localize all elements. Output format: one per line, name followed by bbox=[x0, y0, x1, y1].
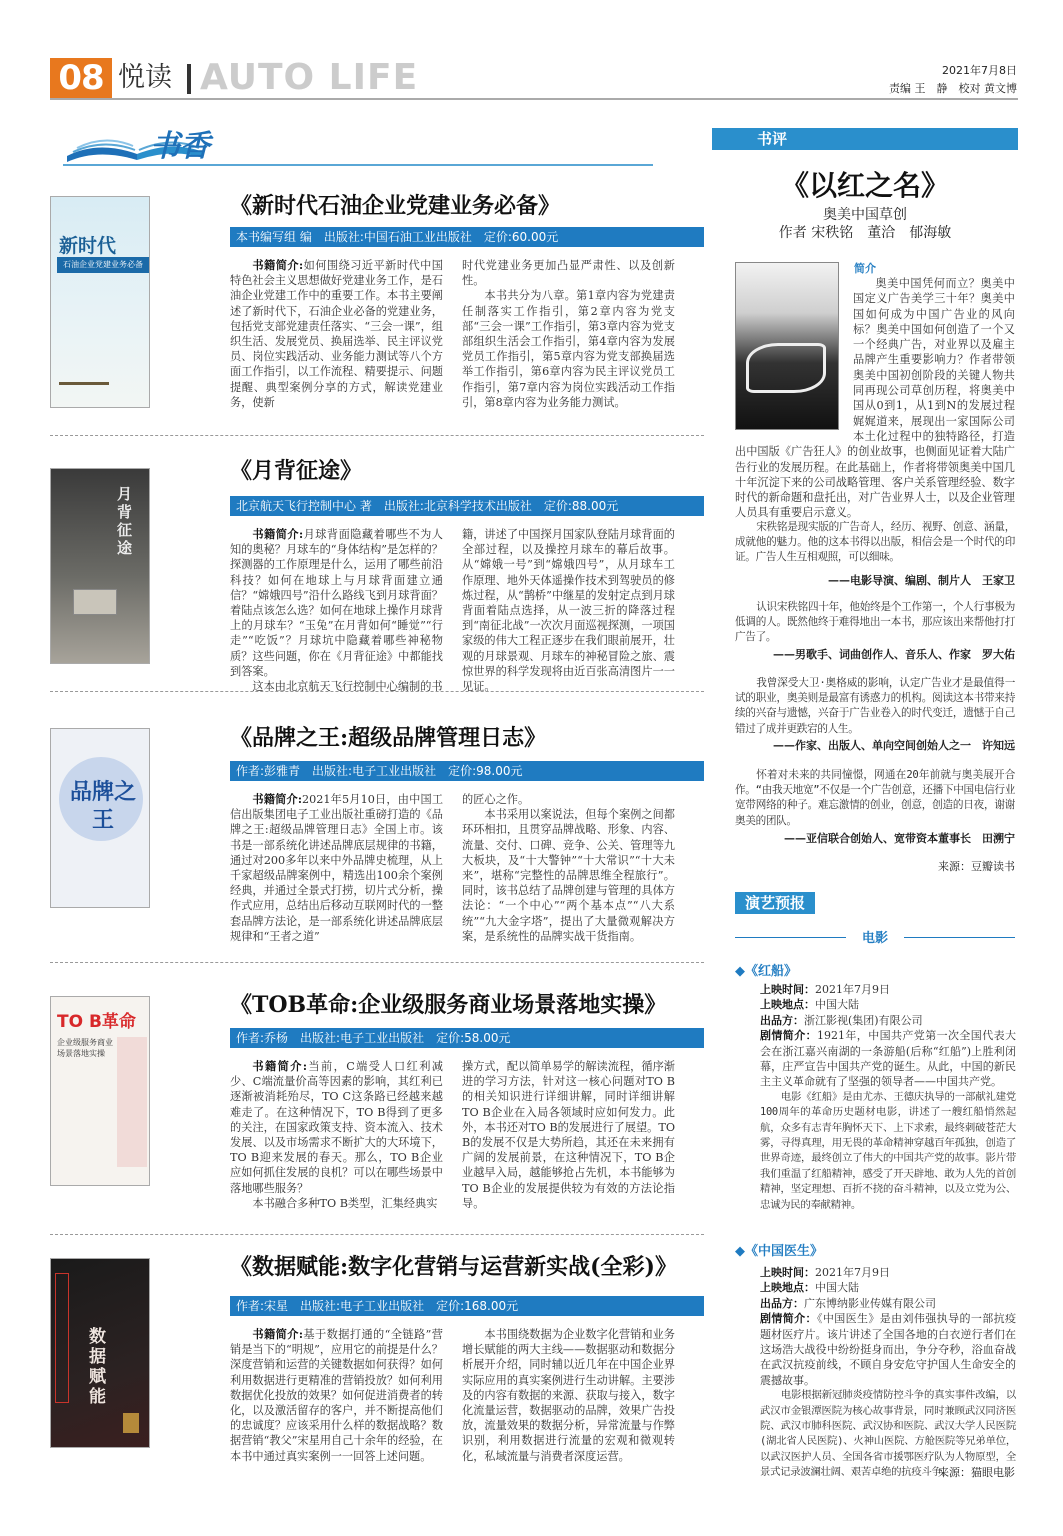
review-authors: 作者 宋秩铭 董洽 郁海敏 bbox=[778, 225, 952, 241]
cover-decoration bbox=[117, 1037, 147, 1167]
book-intro-4-col2: 操方式，配以简单易学的解读流程，循序渐进的学习方法，针对这一核心问题对TO B的相关知识进行详细讲解，同时详细讲解TO B企业在入局各领域时应如何发力。此外，本书还对TO B的发展进行了展望。TO B的发展不仅是大势所趋，其还在未来拥有广阔的发展前景，在这种情况下，TO B企业越早入局，越能够抢占先机，本书能够为TO B企业的发展提供较为有效的方法论指导。 bbox=[462, 1060, 675, 1210]
review-quote-4-signature: ——亚信联合创始人、宽带资本董事长 田溯宁 bbox=[784, 832, 1015, 845]
movie-2-name: ◆《中国医生》 bbox=[735, 1244, 823, 1259]
book-intro-1-col1: 书籍简介:如何围绕习近平新时代中国特色社会主义思想做好党建业务工作，是石油企业党建工作中的重要工作。本书主要阐述了新时代下，石油企业必备的党建业务，包括党支部党建责任落实、“三会一课”，组织生活、发展党员、换届选举、民主评议党员、岗位实践活动、业务能力测试等八个方面工作指引，以工作流程、精要提示、问题提醒、典型案例分享的方式，解读党建业务，使新 bbox=[230, 258, 443, 409]
review-subtitle: 奥美中国草创 bbox=[823, 207, 907, 223]
book-meta-4: 作者:乔杨 出版社:电子工业出版社 定价:58.00元 bbox=[230, 1028, 704, 1048]
section-name: 悦读 bbox=[118, 62, 172, 93]
book-intro-3-col2: 的匠心之作。 本书采用以案说法，但每个案例之间都环环相扣，且贯穿品牌战略、形象、内容、流量、交付、口碑、竞争、公关、管理等九大板块，及“十大警钟”“十大常识”“十大未来”，堪称“完整性的品牌思维全程旅行”。同时，该书总结了品牌创建与管理的具体方法论：“一个中心”“两个基本点”“八大系统”“九大金字塔”，提出了大量微观解决方案，是系统性的品牌实战干货指南。 bbox=[462, 793, 675, 943]
book-title-4: 《TOB革命:企业级服务商业场景落地实操》 bbox=[230, 992, 667, 1018]
cover-float-spacer bbox=[735, 276, 853, 430]
book-meta-3: 作者:彭雅青 出版社:电子工业出版社 定价:98.00元 bbox=[230, 761, 704, 781]
book-cover-5 bbox=[50, 1258, 150, 1448]
movie-1-details: 上映时间：2021年7月9日 上映地点：中国大陆 出品方：浙江影视(集团)有限公司 剧情简介：1921年，中国共产党第一次全国代表大会在浙江嘉兴南湖的一条游船(后称“红船”)上胜利闭幕，庄严宣告中国共产党的诞生。从此，中国的新民主主义革命就有了坚强的领导者——中国共产党。 电影《红船》是由尤赤、王德庆执导的一部献礼建党100周年的革命历史题材电影，讲述了一艘红船悄然起航，众多有志青年胸怀天下、上下求索，最终刺破苍茫大雾，寻得真理，用无畏的革命精神穿越百年孤独，创造了世界奇迹，最终创立了伟大的中国共产党的故事。影片带我们重温了红船精神，感受了开天辟地、敢为人先的首创精神，坚定理想、百折不挠的奋斗精神，以及立党为公、忠诚为民的奉献精神。 bbox=[760, 983, 1016, 1211]
movie-1-name: ◆《红船》 bbox=[735, 964, 797, 979]
book-meta-2: 北京航天飞行控制中心 著 出版社:北京科学技术出版社 定价:88.00元 bbox=[230, 496, 704, 516]
book-intro-2-col1: 书籍简介:月球背面隐藏着哪些不为人知的奥秘？月球车的“身体结构”是怎样的？探测器的工作原理是什么，运用了哪些前沿科技？如何在地球上与月球背面建立通信？“嫦娥四号”沿什么路线飞到月球背面？着陆点该怎么选？如何在地球上操作月球背上的月球车？“玉兔”在月背如何“睡觉”“行走”“吃饭”？月球坑中隐藏着哪些神秘物质？这些问题，你在《月背征途》中都能找到答案。 这本由北京航天飞行控制中心编制的书 bbox=[230, 527, 443, 694]
book-intro-5-col2: 本书围绕数据为企业数字化营销和业务增长赋能的两大主线——数据驱动和数据分析展开介绍，同时辅以近几年在中国企业界实际应用的真实案例进行生动讲解。主要涉及的内容有数据的来源、获取与接入，数字化流量运营，数据驱动的品牌，效果广告投放，流量效果的数据分析，异常流量与作弊识别，利用数据进行流量的宏观和微观转化，私域流量与消费者深度运营。 bbox=[462, 1328, 675, 1463]
book-cover-4-title: TO B革命 bbox=[57, 1012, 136, 1032]
section-separator bbox=[50, 962, 704, 963]
book-intro-1-col2: 时代党建业务更加凸显严肃性、以及创新性。 本书共分为八章。第1章内容为党建责任制落实工作指引，第2章内容为党支部“三会一课”工作指引，第3章内容为党支部组织生活会工作指引，第4章内容为发展党员工作指引，第5章内容为党支部换届选举工作指引，第6章内容为民主评议党员工作指引，第7章内容为岗位实践活动工作指引，第8章内容为业务能力测试。 bbox=[462, 259, 675, 409]
cover-decoration bbox=[55, 1273, 69, 1403]
book-cover-4 bbox=[50, 996, 150, 1186]
review-quote-4: 怀着对未来的共同憧憬，网通在20年前就与奥美展开合作。“由我天地宽”不仅是一个广告创意，还播下中国电信行业宽带网络的种子。难忘激情的创业，创意，创造的日夜，谢谢奥美的团队。 bbox=[735, 769, 1015, 827]
review-title: 《以红之名》 bbox=[780, 169, 949, 202]
lunar-rover-image bbox=[73, 589, 117, 615]
issue-date: 2021年7月8日 bbox=[942, 64, 1017, 77]
section-separator bbox=[50, 1234, 704, 1235]
book-intro-5-col1: 书籍简介:基于数据打通的“全链路”营销是当下的“明规”，应用它的前提是什么？深度营销和运营的关键数据如何获得？如何利用数据进行更精准的营销投放？如何利用数据优化投放的效果？如何促进消费者的转化，以及激活留存的客户，并不断提高他们的忠诚度？应该采用什么样的数据战略？数据营销“教父”宋星用自己十余年的经验，在本书中通过真实案例一一回答上述问题。 bbox=[230, 1327, 443, 1463]
cover-badge bbox=[123, 1413, 139, 1433]
book-title-1: 《新时代石油企业党建业务必备》 bbox=[230, 193, 561, 219]
section-separator bbox=[50, 691, 704, 692]
book-intro-2-col2: 籍，讲述了中国探月国家队登陆月球背面的全部过程，以及操控月球车的幕后故事。从“嫦娥一号”到“嫦娥四号”，从月球车工作原理、地外天体遥操作技术到驾驶员的修炼过程，从“鹊桥”中继星的发射定点到月球背面着陆点选择，从一波三折的降落过程到“南征北战”一次次月面巡视探测，一项国家级的伟大工程正逐步在我们眼前展开，壮观的月球景观、月球车的神秘冒险之旅、震惊世界的科学发现将由近百张高清图片一一见证。 bbox=[462, 528, 675, 694]
editors-credit: 责编 王 静 校对 黄文博 bbox=[889, 82, 1017, 95]
review-quote-3: 我曾深受大卫·奥格威的影响，认定广告业才是最值得一试的职业，奥美则是最富有诱惑力的机构。阅读这本书带来持续的兴奋与遗憾，兴奋于广告业卷入的时代变迁，遗憾于自己错过了成并更跌宕的人生。 bbox=[735, 677, 1015, 735]
review-quote-1-signature: ——电影导演、编剧、制片人 王家卫 bbox=[828, 574, 1015, 587]
book-cover-1-subtitle: 石油企业党建业务必备 bbox=[57, 257, 149, 273]
movie-2-details: 上映时间：2021年7月9日 上映地点：中国大陆 出品方：广东博纳影业传媒有限公司 剧情简介：《中国医生》是由刘伟强执导的一部抗疫题材医疗片。该片讲述了全国各地的白衣逆行者们在这场浩大战役中纷纷挺身而出，争分夺秒，浴血奋战在武汉抗疫前线，不顾自身安危守护国人生命安全的震撼故事。 电影根据新冠肺炎疫情防控斗争的真实事件改编，以武汉市金银潭医院为核心故事背景，同时兼顾武汉同济医院、武汉市肺科医院、武汉协和医院、武汉大学人民医院(湖北省人民医院)、火神山医院、方舱医院等兄弟单位，以武汉医护人员、全国各省市援鄂医疗队为人物原型，全景式记录波澜壮阔、艰苦卓绝的抗疫斗争。 bbox=[760, 1266, 1017, 1479]
banner-title: 书香 bbox=[150, 129, 210, 164]
preview-category: 电影 bbox=[846, 927, 904, 947]
book-meta-5: 作者:宋星 出版社:电子工业出版社 定价:168.00元 bbox=[230, 1296, 704, 1316]
banner-underline bbox=[63, 164, 653, 166]
review-quote-2-signature: ——男歌手、词曲创作人、音乐人、作家 罗大佑 bbox=[773, 648, 1015, 661]
section-separator bbox=[50, 435, 704, 436]
book-cover-1 bbox=[50, 196, 150, 408]
review-intro: 奥美中国凭何而立？奥美中国定义广告美学三十年？奥美中国如何成为中国广告业的风向标？奥美中国如何创造了一个又一个经典广告，对业界以及雇主品牌产生重要影响力？作者带领奥美中国初创阶段的关键人物共同再现公司草创历程，将奥美中国从0到1，从1到N的发展过程娓娓道来，展现出一家国际公司本土化过程中的独特路径，打造出中国版《广告狂人》的创业故事，也侧面见证着大陆广告行业的发展历程。在此基础上，作者将带领奥美中国几十年沉淀下来的公司战略管理、客户关系管理经验、数字时代的新命题和盘托出，对广告业界人士，以及企业管理人员具有重要启示意义。 bbox=[735, 277, 1015, 520]
book-title-3: 《品牌之王:超级品牌管理日志》 bbox=[230, 725, 547, 751]
preview-source: 来源：猫眼电影 bbox=[938, 1466, 1015, 1479]
subsection-name: AUTO LIFE bbox=[200, 57, 419, 98]
review-intro-label: 简介 bbox=[854, 262, 876, 275]
preview-section-label: 演艺预报 bbox=[735, 892, 815, 914]
review-quote-2: 认识宋秩铭四十年，他始终是个工作第一，个人行事极为低调的人。既然他终于难得地出一本书，那应该出来帮他打打广告了。 bbox=[735, 601, 1015, 644]
book-cover-5-title: 数据赋能 bbox=[89, 1327, 106, 1407]
review-quote-1: 宋秩铭是现实版的广告奇人，经历、视野、创意、涵量，成就他的魅力。他的这本书得以出版，相信会是一个时代的印证。广告人生互相观照，可以细味。 bbox=[735, 521, 1015, 564]
page-number: 08 bbox=[50, 58, 112, 98]
book-intro-3-col1: 书籍简介:2021年5月10日，由中国工信出版集团电子工业出版社重磅打造的《品牌之王:超级品牌管理日志》全国上市。该书是一部系统化讲述品牌底层规律的书籍，通过对200多年以来中外品牌史梳理，从上千家超级品牌案例中，精选出100余个案例经典，并通过全景式打捞，切片式分析，操作式应用，总结出后移动互联网时代的一整套品牌方法论，是一部系统化讲述品牌底层规律和“王者之道” bbox=[230, 792, 444, 943]
review-quote-3-signature: ——作家、出版人、单向空间创始人之一 许知远 bbox=[773, 739, 1015, 752]
publisher-logo bbox=[59, 382, 109, 385]
book-title-5: 《数据赋能:数字化营销与运营新实战(全彩)》 bbox=[230, 1254, 677, 1280]
book-cover-3 bbox=[50, 728, 150, 908]
header-divider bbox=[187, 64, 191, 94]
book-intro-4-col1: 书籍简介:当前，C端受人口红利减少、C端流量价高等因素的影响，其红利已逐渐被消耗殆尽，TO C这条路已经越来越难走了。在这种情况下，TO B得到了更多的关注，在国家政策支持、资本流入、技术发展、以及市场需求不断扩大的大环境下，TO B迎来发展的春天。那么，TO B企业应如何抓住发展的良机？可以在哪些场景中落地哪些服务？ 本书融合多种TO B类型，汇集经典实 bbox=[230, 1059, 443, 1210]
header-rule bbox=[50, 98, 1018, 100]
book-cover-2 bbox=[50, 468, 150, 664]
book-title-2: 《月背征途》 bbox=[230, 458, 363, 484]
book-meta-1: 本书编写组 编 出版社:中国石油工业出版社 定价:60.00元 bbox=[230, 227, 704, 247]
book-cover-2-title: 月背征途 bbox=[117, 485, 133, 557]
book-cover-3-title: 品牌之王 bbox=[69, 780, 136, 833]
review-source: 来源：豆瓣读书 bbox=[938, 860, 1015, 873]
book-cover-4-subtitle: 企业级服务商业场景落地实操 bbox=[57, 1038, 113, 1058]
book-cover-1-title: 新时代 bbox=[59, 235, 117, 257]
review-section-label: 书评 bbox=[756, 130, 787, 148]
